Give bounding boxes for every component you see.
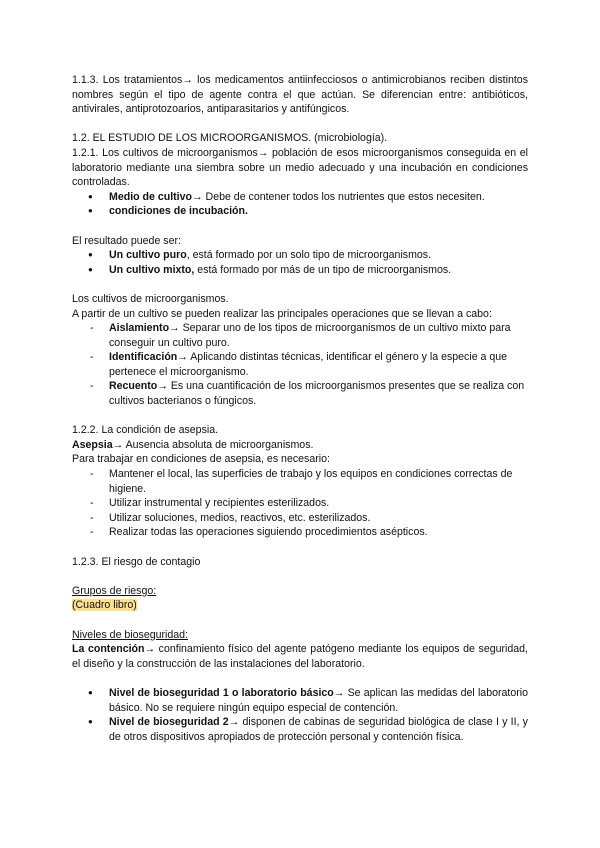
asepsia-intro: Para trabajar en condiciones de asepsia, es necesario: xyxy=(72,453,330,466)
resultado-intro: El resultado puede ser: xyxy=(72,234,181,247)
list-item: ● condiciones de incubación. xyxy=(72,204,528,219)
list-item: - Recuento→ Es una cuantificación de los microorganismos presentes que se realiza con cultivos bacterianos o fúngicos. xyxy=(72,379,528,408)
list-item: ● Nivel de bioseguridad 1 o laboratorio básico→ Se aplican las medidas del laboratorio básico. No se requiere ningún equipo especial de contención. xyxy=(72,686,528,715)
list-item: ● Un cultivo puro, está formado por un solo tipo de microorganismos. xyxy=(72,248,528,263)
document-page xyxy=(72,73,528,744)
bioseguridad-list xyxy=(72,686,528,744)
section-1-1-3-paragraph: 1.1.3. Los tratamientos→ los medicamentos antiinfecciosos o antimicrobianos reciben distintos nombres según el tipo de agente contra el que actúan. Se diferencian entre: antibióticos, antivirales, antiprotozoarios, antiparasitarios y antifúngicos. xyxy=(72,74,528,116)
section-1-2-2-title: 1.2.2. La condición de asepsia. xyxy=(72,424,219,437)
cultivos-intro: A partir de un cultivo se pueden realizar las principales operaciones que se llevan a cabo: xyxy=(72,307,492,320)
asepsia-list xyxy=(72,467,528,540)
list-item: - Utilizar instrumental y recipientes esterilizados. xyxy=(72,496,528,511)
niveles-heading: Niveles de bioseguridad: xyxy=(72,628,189,641)
list-item: ● Un cultivo mixto, está formado por más de un tipo de microorganismos. xyxy=(72,263,528,278)
grupos-riesgo-heading: Grupos de riesgo: xyxy=(72,584,157,597)
cuadro-libro-note: (Cuadro libro) xyxy=(72,599,137,612)
list-item: - Aislamiento→ Separar uno de los tipos de microorganismos de un cultivo mixto para conseguir un cultivo puro. xyxy=(72,321,528,350)
section-1-2-title: 1.2. EL ESTUDIO DE LOS MICROORGANISMOS. (microbiología). xyxy=(72,132,388,145)
resultado-list xyxy=(72,248,528,277)
asepsia-definition: Asepsia→ Ausencia absoluta de microorganismos. xyxy=(72,438,314,451)
list-item: ● Medio de cultivo→ Debe de contener todos los nutrientes que estos necesiten. xyxy=(72,190,528,205)
list-item: - Identificación→ Aplicando distintas técnicas, identificar el género y la especie a que pertenece el microorganismo. xyxy=(72,350,528,379)
section-1-2-3-title: 1.2.3. El riesgo de contagio xyxy=(72,555,201,568)
list-item: - Realizar todas las operaciones siguiendo procedimientos asépticos. xyxy=(72,525,528,540)
operaciones-list xyxy=(72,321,528,409)
contencion-paragraph: La contención→ confinamiento físico del agente patógeno mediante los equipos de seguridad, el diseño y la construcción de las instalaciones del laboratorio. xyxy=(72,643,528,670)
cultivo-conditions-list xyxy=(72,190,528,219)
list-item: - Utilizar soluciones, medios, reactivos, etc. esterilizados. xyxy=(72,511,528,526)
section-1-2-1-paragraph: 1.2.1. Los cultivos de microorganismos→ población de esos microorganismos conseguida en el laboratorio mediante una siembra sobre un medio adecuado y una incubación en condiciones controladas. xyxy=(72,146,528,189)
cultivos-heading: Los cultivos de microorganismos. xyxy=(72,292,229,305)
list-item: - Mantener el local, las superficies de trabajo y los equipos en condiciones correctas de higiene. xyxy=(72,467,528,496)
list-item: ● Nivel de bioseguridad 2→ disponen de cabinas de seguridad biológica de clase I y II, y de otros dispositivos apropiados de protección personal y contención física. xyxy=(72,715,528,744)
